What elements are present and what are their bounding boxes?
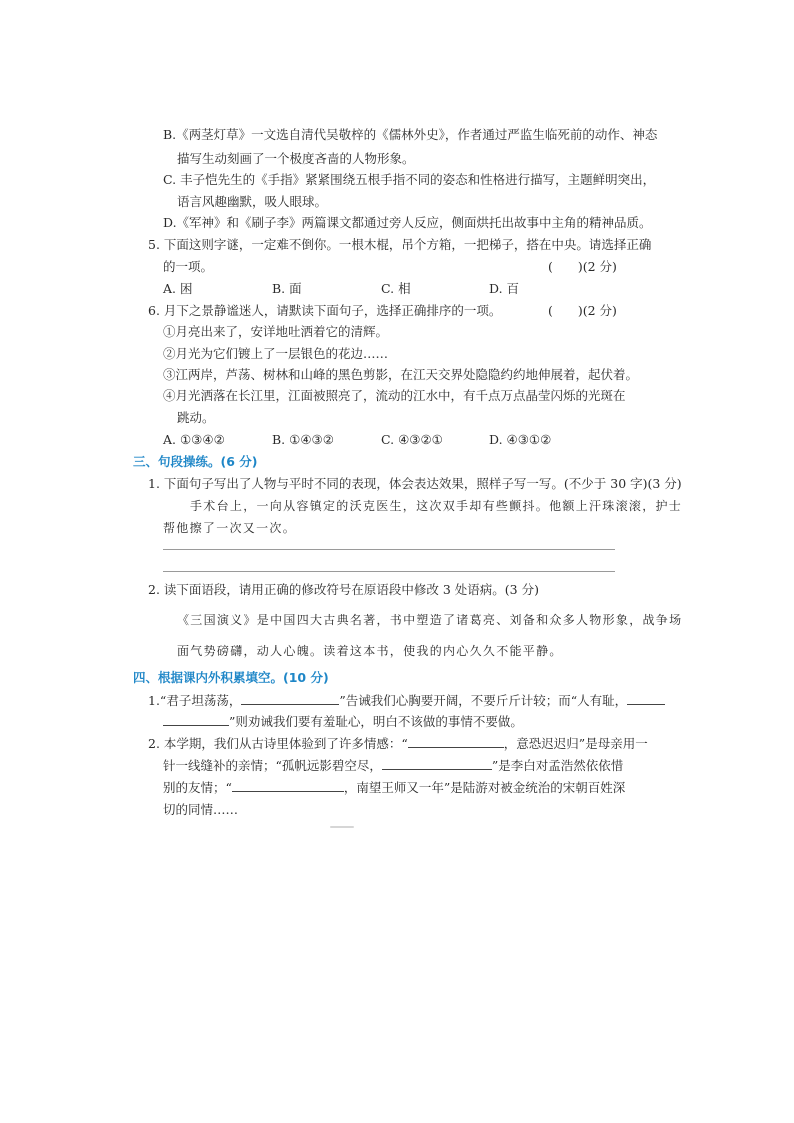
section-3-title: 三、句段操练。(6 分) xyxy=(133,454,258,469)
q6-sentence-1: ①月亮出来了，安详地吐洒着它的清辉。 xyxy=(163,324,389,339)
q6-sentence-4-line1: ④月光洒落在长江里，江面被照亮了，流动的江水中，有千点万点晶莹闪烁的光斑在 xyxy=(163,388,626,403)
s4-q2-text-d: ”是李白对孟浩然依依惜 xyxy=(491,758,624,773)
s3-q2-passage-line2: 面气势磅礴，动人心魄。读着这本书，使我的内心久久不能平静。 xyxy=(177,644,563,658)
s4-q2-line2 xyxy=(163,757,623,775)
s4-q2-blank-3[interactable] xyxy=(232,779,344,792)
s4-q2-text-f: ，南望王师又一年”是陆游对被金统治的宋朝百姓深 xyxy=(343,780,626,795)
q5-option-b: B. 面 xyxy=(272,281,302,296)
q5-answer-score: ( )(2 分) xyxy=(548,259,617,274)
s4-q2-line3 xyxy=(163,779,625,797)
s4-q1-blank-2a[interactable] xyxy=(627,692,665,705)
s4-q1-line2 xyxy=(163,713,523,731)
s4-q2-blank-1[interactable] xyxy=(408,735,504,748)
s4-q1-line1 xyxy=(148,692,665,710)
q5-option-c: C. 相 xyxy=(381,281,411,296)
q6-option-b: B. ①④③② xyxy=(272,432,334,447)
s4-q2-blank-2[interactable] xyxy=(382,757,492,770)
q5-prompt-line1: 5. 下面这则字谜，一定难不倒你。一根木棍，吊个方箱，一把梯子，搭在中央。请选择正确 xyxy=(148,237,652,252)
s4-q2-text-b: ，意恐迟迟归”是母亲用一 xyxy=(503,736,648,751)
section-4-title: 四、根据课内外积累填空。(10 分) xyxy=(133,670,329,685)
s4-q1-text-b: ”告诫我们心胸要开阔，不要斤斤计较；而“人有耻， xyxy=(339,693,628,708)
q6-sentence-3: ③江两岸，芦荡、树林和山峰的黑色剪影，在江天交界处隐隐约约地伸展着，起伏着。 xyxy=(163,367,639,382)
s3-q1-prompt: 1. 下面句子写出了人物与平时不同的表现，体会表达效果，照样子写一写。(不少于 30 字)(3 分) xyxy=(148,476,682,491)
s3-q1-answer-line-1[interactable] xyxy=(163,549,615,550)
q6-answer-score: ( )(2 分) xyxy=(548,303,617,318)
scan-smudge xyxy=(330,826,354,828)
q4-option-b-line2: 描写生动刻画了一个极度吝啬的人物形象。 xyxy=(177,151,415,166)
q6-sentence-4-line2: 跳动。 xyxy=(177,410,215,425)
q4-option-d: D.《军神》和《刷子李》两篇课文都通过旁人反应，侧面烘托出故事中主角的精神品质。 xyxy=(163,215,652,230)
s3-q2-prompt: 2. 读下面语段，请用正确的修改符号在原语段中修改 3 处语病。(3 分) xyxy=(148,582,539,597)
s4-q2-text-c: 针一线缝补的亲情；“孤帆远影碧空尽， xyxy=(163,758,382,773)
s3-q1-example-line1: 手术台上，一向从容镇定的沃克医生，这次双手却有些颤抖。他额上汗珠滚滚，护士 xyxy=(190,499,683,513)
s4-q2-text-e: 别的友情；“ xyxy=(163,780,232,795)
q6-prompt: 6. 月下之景静谧迷人，请默读下面句子，选择正确排序的一项。 xyxy=(148,303,502,318)
q6-sentence-2: ②月光为它们镀上了一层银色的花边…… xyxy=(163,346,389,361)
s4-q1-text-a: 1.“君子坦荡荡， xyxy=(148,693,242,708)
q5-option-a: A. 困 xyxy=(163,281,193,296)
s4-q2-text-a: 2. 本学期，我们从古诗里体验到了许多情感：“ xyxy=(148,736,408,751)
s4-q1-blank-2b[interactable] xyxy=(163,713,229,726)
s3-q2-passage-line1: 《三国演义》是中国四大古典名著，书中塑造了诸葛亮、刘备和众多人物形象，战争场 xyxy=(177,613,683,627)
s3-q1-example-line2: 帮他擦了一次又一次。 xyxy=(163,521,297,535)
s4-q2-line4: 切的同情…… xyxy=(163,802,239,817)
s4-q1-text-c: ”则劝诫我们要有羞耻心，明白不该做的事情不要做。 xyxy=(229,714,523,729)
q5-option-d: D. 百 xyxy=(489,281,520,296)
q4-option-c-line2: 语言风趣幽默，吸人眼球。 xyxy=(177,194,328,209)
q6-option-c: C. ④③②① xyxy=(381,432,443,447)
s4-q2-line1 xyxy=(148,735,648,753)
q4-option-c-line1: C. 丰子恺先生的《手指》紧紧围绕五根手指不同的姿态和性格进行描写，主题鲜明突出， xyxy=(163,172,656,187)
s3-q1-answer-line-2[interactable] xyxy=(163,571,615,572)
q4-option-b-line1: B.《两茎灯草》一文选自清代吴敬梓的《儒林外史》，作者通过严监生临死前的动作、神态 xyxy=(163,127,658,142)
q6-option-d: D. ④③①② xyxy=(489,432,552,447)
s4-q1-blank-1[interactable] xyxy=(241,692,339,705)
q6-option-a: A. ①③④② xyxy=(163,432,225,447)
q5-prompt-line2: 的一项。 xyxy=(163,259,214,274)
